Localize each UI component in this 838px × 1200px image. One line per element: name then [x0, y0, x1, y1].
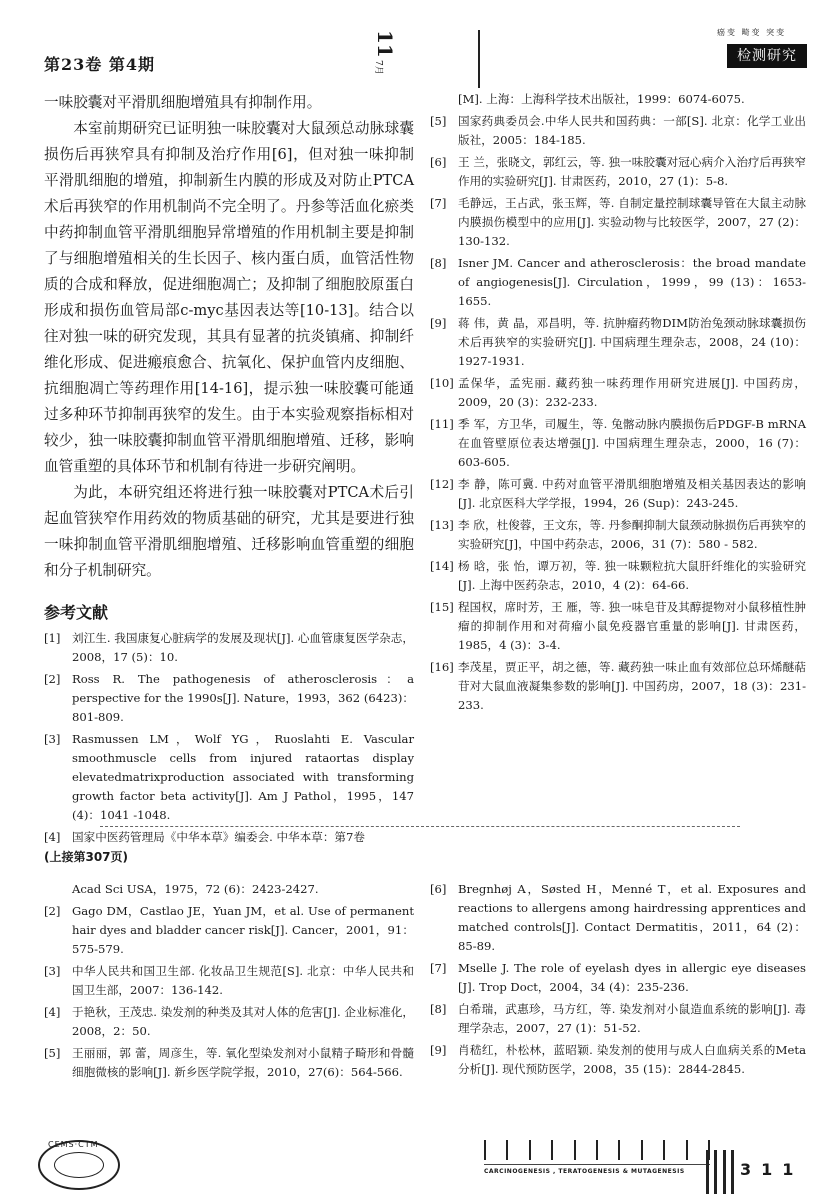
page-number: 311	[740, 1160, 804, 1179]
reference-item	[430, 153, 806, 191]
volume-issue: 第23卷 第4期	[44, 55, 155, 74]
reference-item	[430, 516, 806, 554]
reference-text: Rasmussen LM，Wolf YG，Ruoslahti E. Vascular smoothmuscle cells from injured rataortas display elevatedmatrixproduction associated with transforming growth factor beta activity[J]. Am J Pathol，1995，147 (4)：1041 -1048.	[72, 732, 414, 822]
reference-text: Ross R. The pathogenesis of atherosclerosis：a perspective for the 1990s[J]. Nature，1993，362 (6423)：801-809.	[72, 672, 414, 724]
reference-text: [M]. 上海：上海科学技术出版社，1999：6074-6075.	[458, 92, 745, 106]
reference-text: 杨 晗，张 怡，谭万初，等. 独一味颗粒抗大鼠肝纤维化的实验研究[J]. 上海中医药杂志，2010，4 (2)：64-66.	[458, 559, 806, 592]
references-heading: 参考文献	[44, 603, 109, 622]
left-column	[44, 90, 414, 850]
reference-item	[44, 629, 414, 667]
reference-list	[44, 880, 414, 1082]
body-paragraph: 为此，本研究组还将进行独一味胶囊对PTCA术后引起血管狭窄作用药效的物质基础的研究，尤其是要进行独一味抑制血管平滑肌细胞增殖、迁移影响血管重塑的细胞和分子机制研究。	[44, 484, 414, 579]
journal-name: CARCINOGENESIS , TERATOGENESIS & MUTAGENESIS	[484, 1168, 685, 1175]
reference-text: 白希瑞，武惠珍，马方红，等. 染发剂对小鼠造血系统的影响[J]. 毒理学杂志，2007，27 (1)：51-52.	[458, 1002, 806, 1035]
reference-item	[44, 828, 414, 847]
reference-list	[44, 629, 414, 847]
reference-number: [6]	[430, 882, 447, 896]
reference-number: [8]	[430, 1002, 447, 1016]
reference-text: 李 欣，杜俊蓉，王文东，等. 丹参酮抑制大鼠颈动脉损伤后再狭窄的实验研究[J]，中国中药杂志，2006，31 (7)：580 - 582.	[458, 518, 806, 551]
footer-rule	[484, 1164, 710, 1165]
reference-item	[44, 670, 414, 727]
reference-item	[44, 1044, 414, 1082]
reference-number: [3]	[44, 964, 61, 978]
reference-text: 肖嵇红，朴松林，蓝昭颖. 染发剂的使用与成人白血病关系的Meta分析[J]. 现代预防医学，2008，35 (15)：2844-2845.	[458, 1043, 806, 1076]
reference-number: [2]	[44, 672, 61, 686]
reference-number: [10]	[430, 376, 454, 390]
continued-label: (上接第307页)	[44, 850, 129, 864]
reference-number: [3]	[44, 732, 61, 746]
section-subtitle: 癌变 畸变 突变	[717, 28, 787, 37]
reference-text: 国家中医药管理局《中华本草》编委会. 中华本草：第7卷	[72, 830, 365, 844]
reference-text: Isner JM. Cancer and atherosclerosis：the broad mandate of angiogenesis[J]. Circulation，1999，99 (13)：1653-1655.	[458, 256, 806, 308]
reference-item	[430, 1041, 806, 1079]
reference-item	[44, 962, 414, 1000]
reference-number: [14]	[430, 559, 454, 573]
reference-number: [5]	[430, 114, 447, 128]
reference-number: [11]	[430, 417, 454, 431]
reference-item	[430, 254, 806, 311]
reference-number: [4]	[44, 1005, 61, 1019]
reference-item	[430, 194, 806, 251]
logo-text: CEMS·CTM	[48, 1140, 99, 1149]
reference-text: 孟保华，孟宪丽. 藏药独一味药理作用研究进展[J]. 中国药房，2009，20 (3)：232-233.	[458, 376, 806, 409]
reference-item	[44, 902, 414, 959]
month-char: 7月	[373, 60, 383, 75]
reference-text: 季 军，方卫华，司履生，等. 兔髂动脉内膜损伤后PDGF-B mRNA在血管壁原位表达增强[J]. 中国病理生理杂志，2000，16 (7)：603-605.	[458, 417, 806, 469]
reference-item	[430, 658, 806, 715]
right-column	[430, 90, 806, 718]
reference-item	[430, 475, 806, 513]
reference-text: Acad Sci USA，1975，72 (6)：2423-2427.	[72, 882, 319, 896]
reference-text: 李茂星，贾正平，胡之德，等. 藏药独一味止血有效部位总环烯醚萜苷对大鼠血液凝集参数的影响[J]. 中国药房，2007，18 (3)：231-233.	[458, 660, 806, 712]
reference-number: [9]	[430, 1043, 447, 1057]
reference-text: 于艳秋，王茂忠. 染发剂的种类及其对人体的危害[J]. 企业标准化，2008，2：50.	[72, 1005, 414, 1038]
logo-inner-ring	[54, 1152, 104, 1178]
reference-item	[44, 1003, 414, 1041]
bottom-left-column	[44, 880, 414, 1085]
reference-list	[430, 880, 806, 1079]
reference-item	[44, 730, 414, 825]
reference-item	[430, 314, 806, 371]
reference-item	[430, 112, 806, 150]
reference-text: 王丽丽，郭 蕾，周彦生，等. 氧化型染发剂对小鼠精子畸形和骨髓细胞微核的影响[J]. 新乡医学院学报，2010，27(6)：564-566.	[72, 1046, 414, 1079]
reference-number: [6]	[430, 155, 447, 169]
reference-number: [2]	[44, 904, 61, 918]
section-separator	[100, 826, 740, 827]
reference-number: [1]	[44, 631, 61, 645]
reference-text: 蒋 伟，黄 晶，邓昌明，等. 抗肿瘤药物DIM防治兔颈动脉球囊损伤术后再狭窄的实验研究[J]. 中国病理生理杂志，2008，24 (10)：1927-1931.	[458, 316, 806, 368]
reference-number: [7]	[430, 196, 447, 210]
reference-text: Bregnhøj A，Søsted H，Menné T，et al. Exposures and reactions to allergens among hairdressing apprentices and matched controls[J]. Contact Dermatitis，2011，64 (2)：85-89.	[458, 882, 806, 953]
reference-text: 中华人民共和国卫生部. 化妆品卫生规范[S]. 北京：中华人民共和国卫生部，2007：136-142.	[72, 964, 414, 997]
reference-number: [12]	[430, 477, 454, 491]
header-divider	[478, 30, 480, 88]
footer-bars	[706, 1150, 734, 1194]
reference-item	[44, 880, 414, 899]
reference-text: 程国权，席时芳，王 雁，等. 独一味皂苷及其醇提物对小鼠移植性肿瘤的抑制作用和对荷瘤小鼠免疫器官重量的影响[J]. 甘肃医药，1985，4 (3)：3-4.	[458, 600, 806, 652]
reference-item	[430, 374, 806, 412]
section-column-label: 检测研究	[727, 44, 807, 68]
reference-item	[430, 90, 806, 109]
reference-list	[430, 90, 806, 715]
footer-tick-marks	[484, 1140, 710, 1160]
reference-number: [15]	[430, 600, 454, 614]
reference-number: [9]	[430, 316, 447, 330]
reference-number: [8]	[430, 256, 447, 270]
reference-item	[430, 959, 806, 997]
reference-item	[430, 598, 806, 655]
body-paragraph: 一味胶囊对平滑肌细胞增殖具有抑制作用。	[44, 94, 322, 111]
reference-number: [13]	[430, 518, 454, 532]
reference-item	[430, 880, 806, 956]
reference-item	[430, 415, 806, 472]
reference-number: [7]	[430, 961, 447, 975]
bottom-right-column	[430, 880, 806, 1082]
reference-item	[430, 1000, 806, 1038]
reference-text: 李 静，陈可冀. 中药对血管平滑肌细胞增殖及相关基因表达的影响[J]. 北京医科大学学报，1994，26 (Sup)：243-245.	[458, 477, 806, 510]
reference-number: [16]	[430, 660, 454, 674]
reference-number: [5]	[44, 1046, 61, 1060]
journal-logo-icon	[38, 1140, 120, 1190]
reference-item	[430, 557, 806, 595]
reference-number: [4]	[44, 830, 61, 844]
reference-text: 毛静远，王占武，张玉辉，等. 自制定量控制球囊导管在大鼠主动脉内膜损伤模型中的应用[J]. 实验动物与比较医学，2007，27 (2)：130-132.	[458, 196, 806, 248]
month-number: 11	[373, 30, 397, 58]
reference-text: Gago DM，Castlao JE，Yuan JM，et al. Use of permanent hair dyes and bladder cancer risk[J]. Cancer，2001，91：575-579.	[72, 904, 414, 956]
reference-text: 刘江生. 我国康复心脏病学的发展及现状[J]. 心血管康复医学杂志，2008，17 (5)：10.	[72, 631, 414, 664]
body-paragraph: 本室前期研究已证明独一味胶囊对大鼠颈总动脉球囊损伤后再狭窄具有抑制及治疗作用[6]，但对独一味抑制平滑肌细胞的增殖，抑制新生内膜的形成及对防止PTCA术后再狭窄的作用机制尚不完全明了。丹参等活血化瘀类中药抑制血管平滑肌细胞异常增殖的作用机制主要是抑制了与细胞增殖相关的生长因子、核内蛋白质，血管活性物质的合成和释放，促进细胞凋亡；及抑制了细胞胶原蛋白形成和损伤血管局部c-myc基因表达等[10-13]。结合以往对独一味的研究发现，其具有显著的抗炎镇痛、抑制纤维化形成、促进瘢痕愈合、抗氧化、保护血管内皮细胞、抗细胞凋亡等药理作用[14-16]，提示独一味胶囊可能通过多种环节抑制再狭窄的发生。由于本实验观察指标相对较少，独一味胶囊抑制血管平滑肌细胞增殖、迁移，影响血管重塑的具体环节和机制有待进一步研究阐明。	[44, 120, 414, 475]
reference-text: Mselle J. The role of eyelash dyes in allergic eye diseases [J]. Trop Doct，2004，34 (4)：235-236.	[458, 961, 806, 994]
reference-text: 国家药典委员会.中华人民共和国药典：一部[S]. 北京：化学工业出版社，2005：184-185.	[458, 114, 806, 147]
reference-text: 王 兰，张晓文，郭红云，等. 独一味胶囊对冠心病介入治疗后再狭窄作用的实验研究[J]. 甘肃医药，2010，27 (1)：5-8.	[458, 155, 806, 188]
